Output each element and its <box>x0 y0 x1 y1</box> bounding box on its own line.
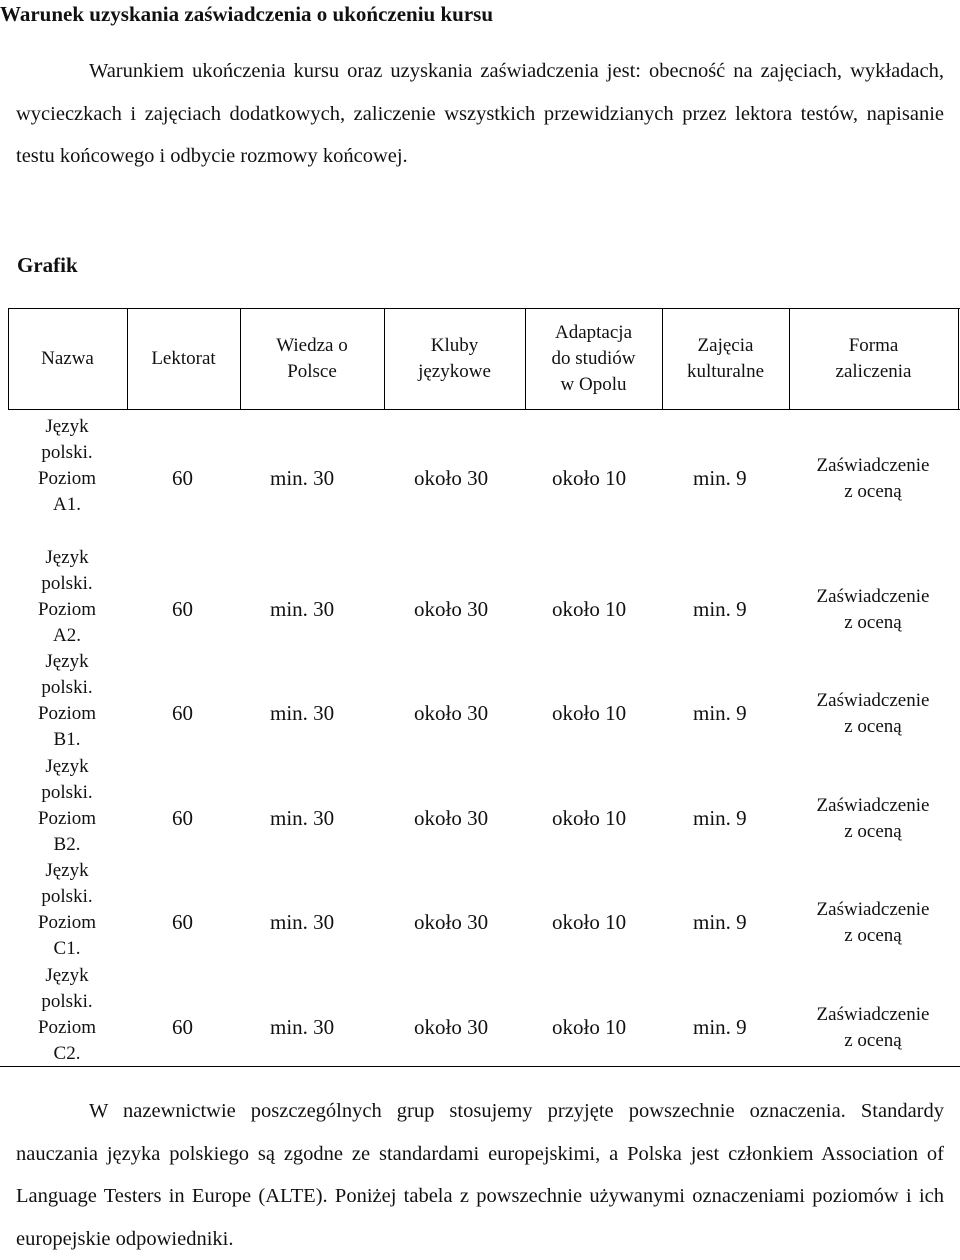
level-name-line: Poziom <box>37 703 97 724</box>
cell-forma <box>793 1002 953 1054</box>
header-text: Kluby <box>430 335 479 356</box>
cell-zajecia: min. 9 <box>693 466 747 490</box>
level-name-line: Język <box>45 547 89 568</box>
page-title: Warunek uzyskania zaświadczenia o ukończeniu kursu <box>0 2 494 26</box>
level-name-line: B1. <box>53 729 81 750</box>
cell-kluby: około 30 <box>414 701 489 725</box>
header-text: Forma <box>848 335 899 356</box>
level-name-line: A2. <box>53 625 81 646</box>
cell-adaptacja: około 10 <box>552 1015 627 1039</box>
cell-forma <box>793 688 953 740</box>
forma-line: z oceną <box>844 1030 902 1051</box>
forma-line: Zaświadczenie <box>816 1004 930 1025</box>
forma-line: z oceną <box>844 481 902 502</box>
header-text: w Opolu <box>560 374 627 395</box>
cell-zajecia: min. 9 <box>693 806 747 830</box>
schedule-heading: Grafik <box>17 253 78 277</box>
header-forma <box>789 308 958 410</box>
cell-wiedza: min. 30 <box>270 1015 335 1039</box>
header-nazwa <box>8 308 127 410</box>
level-name-cell <box>8 963 126 1067</box>
level-name-line: Poziom <box>37 599 97 620</box>
level-name-line: polski. <box>41 677 93 698</box>
cell-forma <box>793 793 953 845</box>
level-name-line: Poziom <box>37 808 97 829</box>
cell-wiedza: min. 30 <box>270 597 335 621</box>
cell-lektorat: 60 <box>172 466 193 490</box>
header-text: Polsce <box>287 361 337 382</box>
level-name-line: Język <box>45 965 89 986</box>
cell-kluby: około 30 <box>414 466 489 490</box>
cell-kluby: około 30 <box>414 910 489 934</box>
level-name-cell <box>8 414 126 518</box>
cell-adaptacja: około 10 <box>552 701 627 725</box>
header-text: kulturalne <box>686 361 765 382</box>
cell-forma <box>793 453 953 505</box>
level-name-line: Język <box>45 416 89 437</box>
header-text: Nazwa <box>41 348 94 369</box>
level-name-line: polski. <box>41 782 93 803</box>
level-name-cell <box>8 858 126 962</box>
level-name-line: polski. <box>41 991 93 1012</box>
level-name-line: B2. <box>53 834 81 855</box>
level-name-cell <box>8 545 126 649</box>
cell-zajecia: min. 9 <box>693 701 747 725</box>
forma-line: Zaświadczenie <box>816 690 930 711</box>
cell-lektorat: 60 <box>172 1015 193 1039</box>
cell-kluby: około 30 <box>414 597 489 621</box>
forma-line: Zaświadczenie <box>816 795 930 816</box>
cell-kluby: około 30 <box>414 806 489 830</box>
cell-adaptacja: około 10 <box>552 806 627 830</box>
header-wiedza <box>240 308 384 410</box>
level-name-cell <box>8 649 126 753</box>
header-lektorat <box>127 308 240 410</box>
level-name-line: polski. <box>41 442 93 463</box>
cell-zajecia: min. 9 <box>693 910 747 934</box>
header-text: językowe <box>418 361 491 382</box>
header-text: Zajęcia <box>697 335 754 356</box>
table-divider <box>958 308 959 410</box>
cell-forma <box>793 897 953 949</box>
cell-adaptacja: około 10 <box>552 597 627 621</box>
level-name-line: C1. <box>53 938 81 959</box>
requirements-paragraph: Warunkiem ukończenia kursu oraz uzyskania zaświadczenia jest: obecność na zajęciach, wykładach, wycieczkach i zajęciach dodatkowych, zaliczenie wszystkich przewidzianych przez lektora testów, napisanie testu końcowego i odbycie rozmowy końcowej. <box>16 60 944 167</box>
header-text: Adaptacja <box>554 322 632 343</box>
level-name-line: polski. <box>41 573 93 594</box>
level-name-cell <box>8 754 126 858</box>
level-name-line: C2. <box>53 1043 81 1064</box>
header-text: do studiów <box>551 348 636 369</box>
header-text: Wiedza o <box>276 335 348 356</box>
header-kluby <box>384 308 525 410</box>
level-name-line: Poziom <box>37 912 97 933</box>
cell-lektorat: 60 <box>172 910 193 934</box>
level-name-line: polski. <box>41 886 93 907</box>
level-name-line: Język <box>45 756 89 777</box>
level-name-line: Język <box>45 860 89 881</box>
forma-line: Zaświadczenie <box>816 455 930 476</box>
cell-wiedza: min. 30 <box>270 910 335 934</box>
forma-line: z oceną <box>844 612 902 633</box>
cell-zajecia: min. 9 <box>693 597 747 621</box>
forma-line: Zaświadczenie <box>816 586 930 607</box>
cell-wiedza: min. 30 <box>270 806 335 830</box>
level-name-line: A1. <box>53 494 81 515</box>
level-name-line: Język <box>45 651 89 672</box>
forma-line: z oceną <box>844 716 902 737</box>
cell-zajecia: min. 9 <box>693 1015 747 1039</box>
forma-line: Zaświadczenie <box>816 899 930 920</box>
level-name-line: Poziom <box>37 1017 97 1038</box>
level-name-line: Poziom <box>37 468 97 489</box>
header-text: zaliczenia <box>835 361 912 382</box>
header-zajecia <box>662 308 789 410</box>
naming-paragraph: W nazewnictwie poszczególnych grup stosujemy przyjęte powszechnie oznaczenia. Standardy nauczania języka polskiego są zgodne ze standardami europejskimi, a Polska jest członkiem Association of Language Testers in Europe (ALTE). Poniżej tabela z powszechnie używanymi oznaczeniami poziomów i ich europejskie odpowiedniki. <box>16 1100 944 1250</box>
cell-lektorat: 60 <box>172 597 193 621</box>
forma-line: z oceną <box>844 925 902 946</box>
cell-wiedza: min. 30 <box>270 466 335 490</box>
cell-kluby: około 30 <box>414 1015 489 1039</box>
cell-lektorat: 60 <box>172 806 193 830</box>
table-bottom-border <box>0 1066 960 1067</box>
header-adaptacja <box>525 308 662 410</box>
header-text: Lektorat <box>151 348 216 369</box>
cell-adaptacja: około 10 <box>552 910 627 934</box>
cell-forma <box>793 584 953 636</box>
cell-wiedza: min. 30 <box>270 701 335 725</box>
forma-line: z oceną <box>844 821 902 842</box>
cell-lektorat: 60 <box>172 701 193 725</box>
cell-adaptacja: około 10 <box>552 466 627 490</box>
